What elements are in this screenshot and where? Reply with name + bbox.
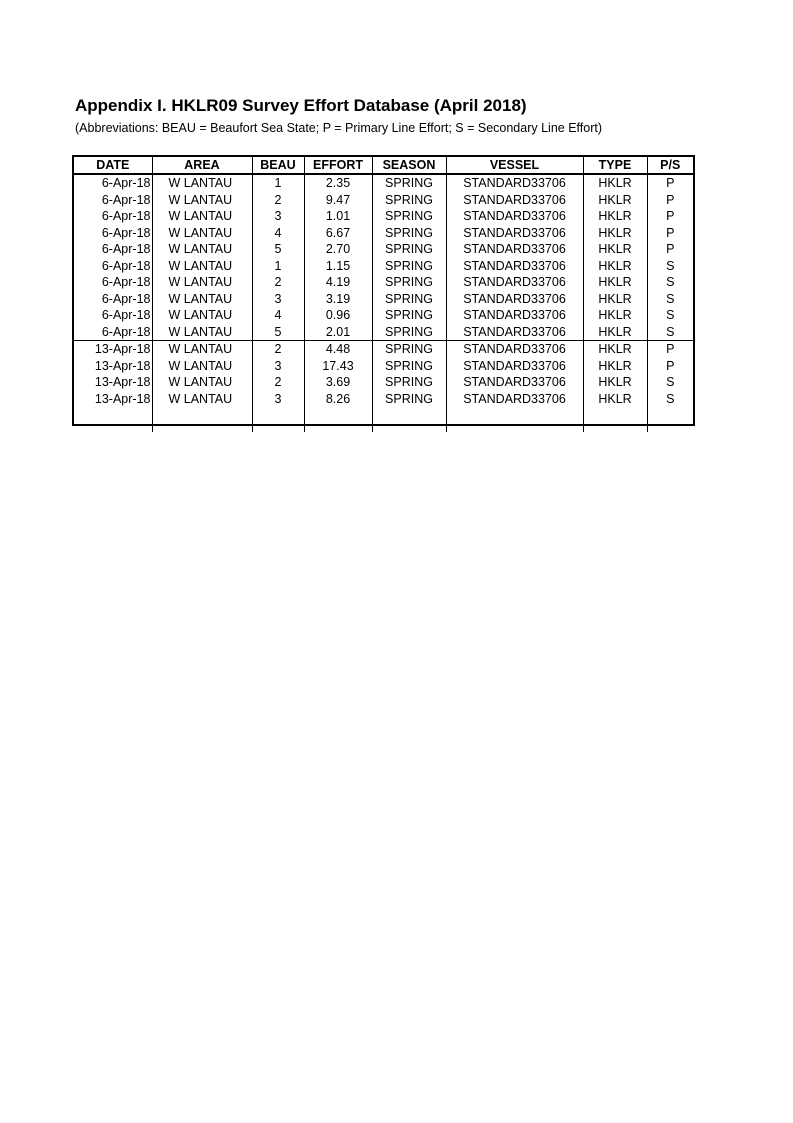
cell-beau: 2 — [252, 192, 304, 209]
cell-ps: P — [666, 209, 675, 223]
cell-type: HKLR — [583, 258, 647, 275]
cell-ps: P — [666, 176, 675, 190]
table-row — [74, 324, 693, 341]
cell-type: HKLR — [583, 274, 647, 291]
table-row — [74, 208, 693, 225]
cell-area: W LANTAU — [152, 174, 252, 192]
survey-effort-grid — [74, 157, 693, 432]
cell-date: 6-Apr-18 — [74, 192, 152, 209]
cell-date: 13-Apr-18 — [74, 374, 152, 391]
cell-beau: 3 — [252, 208, 304, 225]
cell-season: SPRING — [372, 225, 446, 242]
cell-date: 6-Apr-18 — [74, 274, 152, 291]
empty-cell — [583, 407, 647, 432]
cell-ps: P — [666, 242, 675, 256]
table-row — [74, 341, 693, 358]
cell-area: W LANTAU — [152, 241, 252, 258]
cell-effort: 17.43 — [304, 358, 372, 375]
cell-beau: 1 — [252, 258, 304, 275]
cell-vessel: STANDARD33706 — [446, 208, 583, 225]
table-row — [74, 291, 693, 308]
header-type: TYPE — [583, 157, 647, 174]
cell-type: HKLR — [583, 192, 647, 209]
cell-vessel: STANDARD33706 — [446, 374, 583, 391]
cell-season: SPRING — [372, 324, 446, 341]
cell-effort: 4.19 — [304, 274, 372, 291]
cell-ps: S — [666, 375, 675, 389]
cell-type: HKLR — [583, 307, 647, 324]
cell-vessel: STANDARD33706 — [446, 324, 583, 341]
cell-vessel: STANDARD33706 — [446, 174, 583, 192]
cell-date: 13-Apr-18 — [74, 358, 152, 375]
cell-effort: 2.70 — [304, 241, 372, 258]
cell-season: SPRING — [372, 358, 446, 375]
cell-season: SPRING — [372, 274, 446, 291]
cell-date: 6-Apr-18 — [74, 291, 152, 308]
abbreviations-note: (Abbreviations: BEAU = Beaufort Sea State; P = Primary Line Effort; S = Secondary Line Effort) — [75, 121, 603, 135]
cell-ps: P — [666, 225, 675, 240]
cell-season: SPRING — [372, 241, 446, 258]
cell-season: SPRING — [372, 391, 446, 408]
cell-effort: 1.01 — [304, 208, 372, 225]
cell-season: SPRING — [372, 258, 446, 275]
cell-ps: S — [666, 258, 675, 273]
cell-type: HKLR — [583, 208, 647, 225]
cell-area: W LANTAU — [152, 324, 252, 341]
cell-effort: 0.96 — [304, 307, 372, 324]
cell-date: 6-Apr-18 — [74, 241, 152, 258]
cell-season: SPRING — [372, 307, 446, 324]
cell-type: HKLR — [583, 225, 647, 242]
empty-cell — [304, 407, 372, 432]
cell-area: W LANTAU — [152, 307, 252, 324]
cell-vessel: STANDARD33706 — [446, 274, 583, 291]
empty-cell — [252, 407, 304, 432]
cell-beau: 5 — [252, 241, 304, 258]
header-area: AREA — [152, 157, 252, 174]
cell-area: W LANTAU — [152, 258, 252, 275]
header-ps: P/S — [647, 157, 693, 174]
cell-area: W LANTAU — [152, 374, 252, 391]
cell-ps: S — [666, 308, 675, 322]
cell-beau: 1 — [252, 174, 304, 192]
cell-effort: 2.35 — [304, 174, 372, 192]
cell-date: 6-Apr-18 — [74, 225, 152, 242]
cell-area: W LANTAU — [152, 192, 252, 209]
table-row — [74, 307, 693, 324]
empty-cell — [446, 407, 583, 432]
cell-beau: 2 — [252, 274, 304, 291]
cell-date: 6-Apr-18 — [74, 208, 152, 225]
cell-effort: 3.19 — [304, 291, 372, 308]
cell-ps: S — [666, 324, 675, 339]
table-row — [74, 241, 693, 258]
cell-season: SPRING — [372, 208, 446, 225]
cell-area: W LANTAU — [152, 291, 252, 308]
cell-effort: 9.47 — [304, 192, 372, 209]
header-season: SEASON — [372, 157, 446, 174]
cell-type: HKLR — [583, 174, 647, 192]
document-title: Appendix I. HKLR09 Survey Effort Database (April 2018) — [75, 96, 527, 115]
cell-date: 13-Apr-18 — [74, 391, 152, 408]
cell-vessel: STANDARD33706 — [446, 192, 583, 209]
cell-beau: 3 — [252, 358, 304, 375]
header-beau: BEAU — [252, 157, 304, 174]
empty-cell — [647, 407, 693, 432]
cell-type: HKLR — [583, 324, 647, 341]
cell-date: 6-Apr-18 — [74, 174, 152, 192]
cell-type: HKLR — [583, 341, 647, 358]
cell-effort: 1.15 — [304, 258, 372, 275]
cell-vessel: STANDARD33706 — [446, 258, 583, 275]
cell-effort: 6.67 — [304, 225, 372, 242]
cell-date: 6-Apr-18 — [74, 258, 152, 275]
cell-area: W LANTAU — [152, 341, 252, 358]
table-row — [74, 358, 693, 375]
cell-season: SPRING — [372, 291, 446, 308]
cell-date: 6-Apr-18 — [74, 307, 152, 324]
cell-vessel: STANDARD33706 — [446, 225, 583, 242]
cell-ps: S — [666, 391, 675, 406]
table-row — [74, 225, 693, 242]
cell-ps: S — [666, 275, 675, 289]
cell-season: SPRING — [372, 341, 446, 358]
cell-beau: 4 — [252, 225, 304, 242]
cell-area: W LANTAU — [152, 358, 252, 375]
cell-beau: 5 — [252, 324, 304, 341]
cell-area: W LANTAU — [152, 225, 252, 242]
table-row — [74, 391, 693, 408]
cell-type: HKLR — [583, 374, 647, 391]
header-vessel: VESSEL — [446, 157, 583, 174]
cell-effort: 8.26 — [304, 391, 372, 408]
header-effort: EFFORT — [304, 157, 372, 174]
cell-vessel: STANDARD33706 — [446, 358, 583, 375]
empty-cell — [74, 407, 152, 432]
cell-ps: S — [666, 291, 675, 306]
cell-area: W LANTAU — [152, 391, 252, 408]
table-header-row — [74, 157, 693, 174]
cell-beau: 3 — [252, 391, 304, 408]
cell-vessel: STANDARD33706 — [446, 291, 583, 308]
cell-vessel: STANDARD33706 — [446, 241, 583, 258]
cell-beau: 2 — [252, 374, 304, 391]
cell-vessel: STANDARD33706 — [446, 307, 583, 324]
empty-cell — [372, 407, 446, 432]
empty-cell — [152, 407, 252, 432]
cell-season: SPRING — [372, 192, 446, 209]
cell-type: HKLR — [583, 241, 647, 258]
cell-date: 13-Apr-18 — [74, 341, 152, 358]
header-date: DATE — [74, 157, 152, 174]
cell-ps: P — [647, 341, 693, 358]
table-row — [74, 274, 693, 291]
cell-type: HKLR — [583, 391, 647, 408]
cell-type: HKLR — [583, 358, 647, 375]
cell-ps: P — [666, 192, 675, 207]
cell-ps: P — [666, 358, 675, 373]
cell-vessel: STANDARD33706 — [446, 391, 583, 408]
cell-season: SPRING — [372, 174, 446, 192]
table-filler-row — [74, 407, 693, 432]
table-body — [74, 174, 693, 432]
cell-vessel: STANDARD33706 — [446, 341, 583, 358]
cell-area: W LANTAU — [152, 208, 252, 225]
cell-beau: 2 — [252, 341, 304, 358]
cell-type: HKLR — [583, 291, 647, 308]
table-row — [74, 192, 693, 209]
cell-effort: 3.69 — [304, 374, 372, 391]
survey-effort-table — [72, 155, 695, 426]
table-row — [74, 374, 693, 391]
cell-beau: 3 — [252, 291, 304, 308]
table-row — [74, 258, 693, 275]
cell-effort: 4.48 — [304, 341, 372, 358]
cell-effort: 2.01 — [304, 324, 372, 341]
cell-beau: 4 — [252, 307, 304, 324]
cell-area: W LANTAU — [152, 274, 252, 291]
table-row — [74, 174, 693, 192]
cell-season: SPRING — [372, 374, 446, 391]
cell-date: 6-Apr-18 — [74, 324, 152, 341]
